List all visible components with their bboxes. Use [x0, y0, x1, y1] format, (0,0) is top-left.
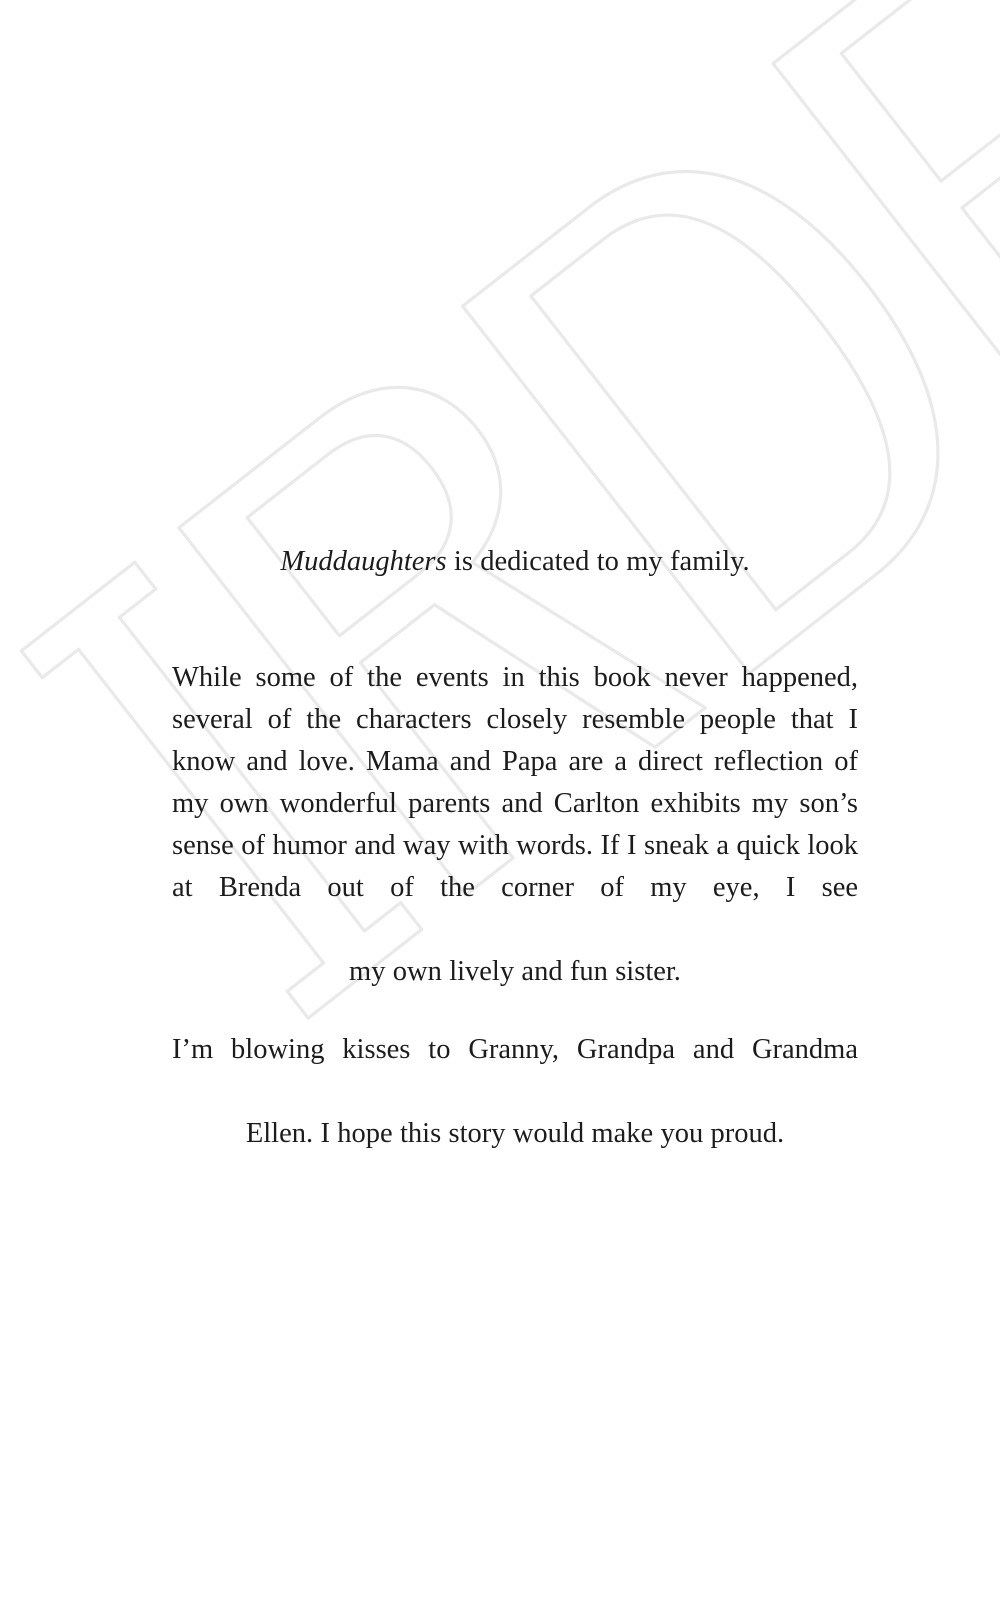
- authors-note-paragraph: [172, 657, 858, 1035]
- page-content: [172, 0, 858, 1600]
- book-title: Muddaughters: [280, 545, 447, 577]
- dedication-sentence: [172, 541, 858, 583]
- closing-last-line: Ellen. I hope this story would make you proud.: [245, 1117, 785, 1149]
- closing-body: I’m blowing kisses to Granny, Grandpa and Grandma: [172, 1033, 858, 1065]
- authors-note-last-line: my own lively and fun sister.: [349, 955, 681, 987]
- authors-note-body: While some of the events in this book never happened, several of the characters closely resemble people that I know and love. Mama and Papa are a direct reflection of my own wonderful parents and Carlton exhibits my son’s sense of humor and way with words. If I sneak a quick look at Brenda out of the corner of my eye, I see: [172, 661, 858, 903]
- dedication-sentence-rest: is dedicated to my family.: [446, 545, 750, 577]
- closing-paragraph: [172, 1029, 858, 1197]
